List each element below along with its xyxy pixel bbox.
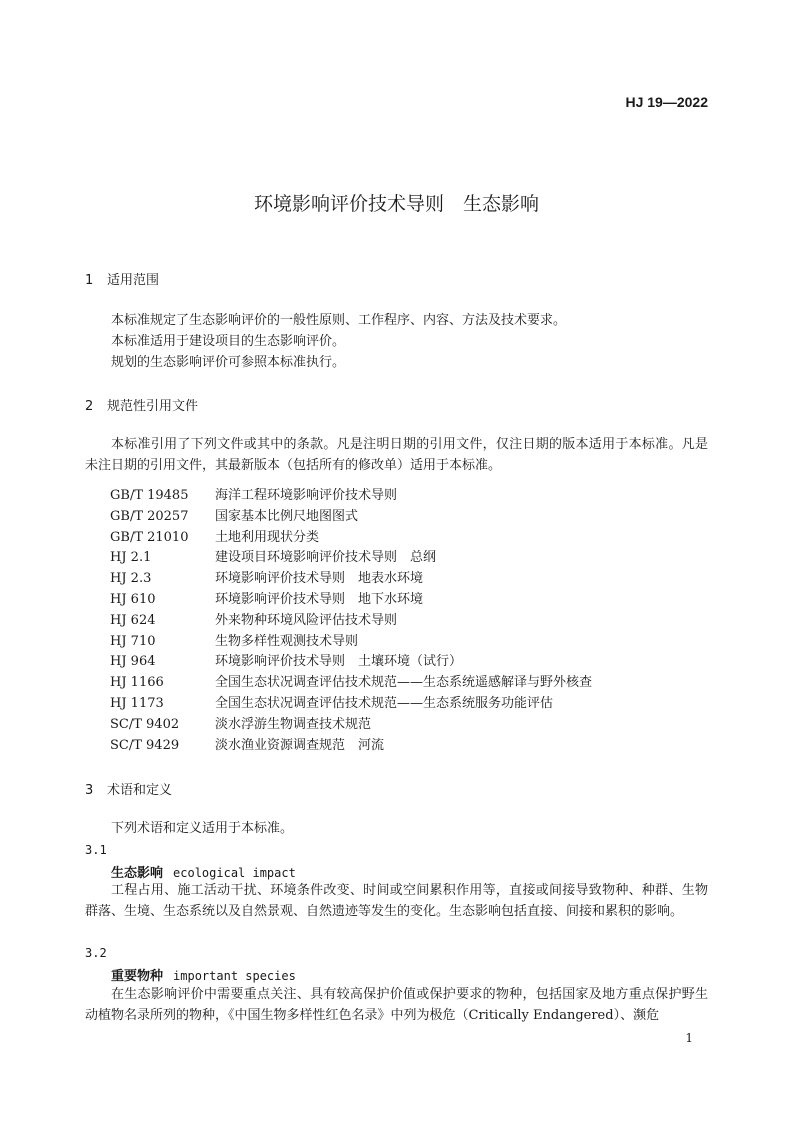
reference-item (110, 673, 592, 694)
reference-item (110, 611, 592, 632)
reference-code: HJ 610 (110, 591, 156, 607)
reference-code: HJ 2.1 (110, 550, 152, 566)
page-number: 1 (685, 1031, 693, 1045)
paragraph: 工程占用、施工活动干扰、环境条件改变、时间或空间累积作用等，直接或间接导致物种、种群、生物群落、生境、生态系统以及自然景观、自然遗迹等发生的变化。生态影响包括直接、间接和累积的影响。 (85, 883, 708, 919)
reference-code: GB/T 20257 (110, 508, 189, 524)
reference-item (110, 694, 592, 715)
reference-title: 海洋工程环境影响评价技术导则 (215, 488, 398, 503)
paragraph: 在生态影响评价中需要重点关注、具有较高保护价值或保护要求的物种，包括国家及地方重点保护野生动植物名录所列的物种，《中国生物多样性红色名录》中列为极危（Critically Endangered）、濒危 (85, 987, 708, 1023)
reference-code: GB/T 21010 (110, 529, 189, 545)
reference-item (110, 486, 592, 507)
reference-list (110, 486, 592, 756)
paragraph: 本标准规定了生态影响评价的一般性原则、工作程序、内容、方法及技术要求。 (111, 313, 567, 328)
reference-item (110, 590, 592, 611)
reference-code: HJ 710 (110, 633, 156, 649)
reference-title: 建设项目环境影响评价技术导则 总纲 (215, 550, 437, 566)
reference-item (110, 507, 592, 528)
reference-title: 环境影响评价技术导则 地表水环境 (215, 571, 424, 587)
term-number: 3.2 (85, 946, 107, 960)
reference-title: 淡水渔业资源调查规范 河流 (215, 737, 385, 753)
reference-code: SC/T 9402 (110, 716, 180, 732)
paragraph: 本标准适用于建设项目的生态影响评价。 (111, 334, 346, 349)
term-definition (85, 880, 708, 922)
term-definition (85, 984, 708, 1026)
term-chinese: 生态影响 (111, 866, 164, 881)
document-title: 环境影响评价技术导则 生态影响 (253, 193, 539, 215)
reference-title: 环境影响评价技术导则 地下水环境 (215, 591, 424, 607)
reference-code: SC/T 9429 (110, 737, 180, 753)
paragraph: 本标准引用了下列文件或其中的条款。凡是注明日期的引用文件，仅注日期的版本适用于本标准。凡是未注日期的引用文件，其最新版本（包括所有的修改单）适用于本标准。 (85, 437, 708, 473)
section-title: 术语和定义 (107, 783, 173, 798)
reference-title: 外来物种环境风险评估技术导则 (215, 612, 398, 628)
section-number: 2 (85, 399, 94, 414)
section-1-body (85, 310, 708, 373)
term-entry (111, 965, 296, 984)
reference-item (110, 548, 592, 569)
reference-code: GB/T 19485 (110, 488, 189, 503)
section-number: 3 (85, 783, 94, 798)
reference-item (110, 736, 592, 757)
standard-number: HJ 19—2022 (625, 94, 708, 110)
paragraph: 下列术语和定义适用于本标准。 (111, 821, 294, 836)
reference-item (110, 632, 592, 653)
reference-code: HJ 1166 (110, 675, 164, 691)
term-number: 3.1 (85, 843, 107, 857)
reference-code: HJ 624 (110, 612, 156, 628)
reference-item (110, 652, 592, 673)
reference-code: HJ 964 (110, 654, 156, 670)
reference-title: 国家基本比例尺地图图式 (215, 508, 359, 524)
reference-title: 环境影响评价技术导则 土壤环境（试行） (215, 654, 463, 670)
section-title: 规范性引用文件 (107, 399, 199, 414)
section-2-heading (85, 395, 198, 414)
reference-code: HJ 2.3 (110, 571, 152, 587)
term-entry (111, 862, 296, 881)
section-title: 适用范围 (107, 273, 160, 288)
reference-item (110, 569, 592, 590)
reference-item (110, 528, 592, 549)
term-chinese: 重要物种 (111, 969, 164, 984)
section-1-heading (85, 269, 159, 288)
reference-title: 全国生态状况调查评估技术规范——生态系统服务功能评估 (215, 695, 554, 711)
section-number: 1 (85, 273, 94, 288)
reference-item (110, 715, 592, 736)
term-english: important species (173, 969, 296, 983)
reference-title: 生物多样性观测技术导则 (215, 633, 359, 649)
paragraph: 规划的生态影响评价可参照本标准执行。 (111, 355, 346, 370)
section-3-heading (85, 779, 172, 798)
reference-title: 全国生态状况调查评估技术规范——生态系统遥感解译与野外核查 (215, 675, 593, 691)
reference-title: 土地利用现状分类 (215, 529, 320, 545)
reference-title: 淡水浮游生物调查技术规范 (215, 716, 372, 732)
term-english: ecological impact (173, 866, 296, 880)
reference-code: HJ 1173 (110, 695, 164, 711)
section-3-intro (85, 818, 708, 839)
section-2-body (85, 434, 708, 476)
